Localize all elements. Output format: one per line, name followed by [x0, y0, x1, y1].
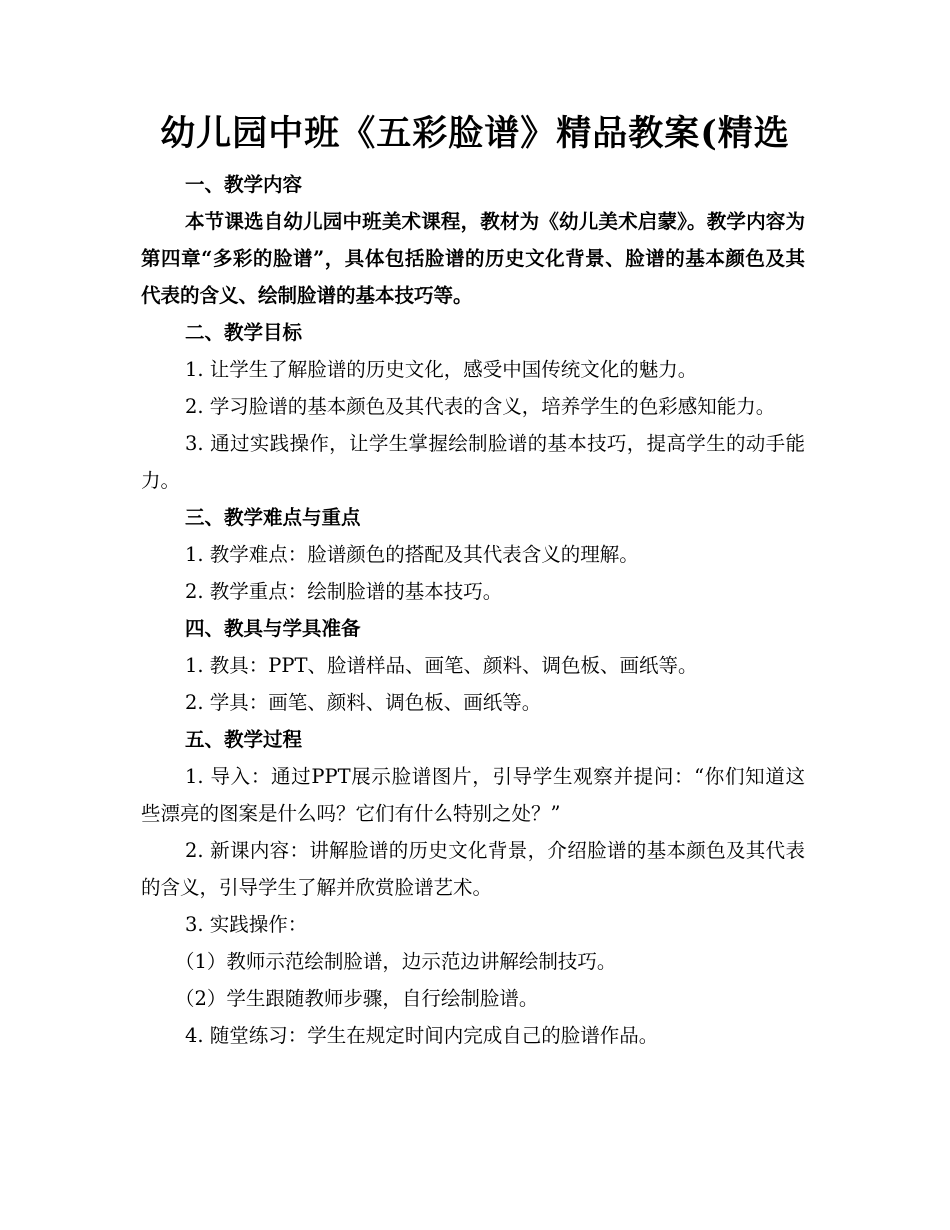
process-item-2: 2. 新课内容：讲解脸谱的历史文化背景，介绍脸谱的基本颜色及其代表的含义，引导学生了解并欣赏脸谱艺术。 [141, 839, 805, 899]
goal-item-2: 2. 学习脸谱的基本颜色及其代表的含义，培养学生的色彩感知能力。 [185, 395, 776, 418]
difficulty-item-2: 2. 教学重点：绘制脸谱的基本技巧。 [185, 580, 503, 603]
goal-item-3: 3. 通过实践操作，让学生掌握绘制脸谱的基本技巧，提高学生的动手能力。 [141, 432, 805, 492]
document-body [141, 166, 805, 1054]
process-item-1: 1. 导入：通过PPT展示脸谱图片，引导学生观察并提问：“你们知道这些漂亮的图案是什么吗？它们有什么特别之处？” [141, 765, 805, 825]
section-heading-process: 五、教学过程 [185, 728, 303, 751]
section-heading-materials: 四、教具与学具准备 [185, 617, 361, 640]
goal-item-1: 1. 让学生了解脸谱的历史文化，感受中国传统文化的魅力。 [185, 358, 698, 381]
section-heading-content: 一、教学内容 [185, 173, 303, 196]
process-subitem-1: （1）教师示范绘制脸谱，边示范边讲解绘制技巧。 [175, 950, 617, 973]
process-subitem-2: （2）学生跟随教师步骤，自行绘制脸谱。 [175, 987, 539, 1010]
document-title: 幼儿园中班《五彩脸谱》精品教案(精选 [160, 113, 790, 154]
materials-item-1: 1. 教具：PPT、脸谱样品、画笔、颜料、调色板、画纸等。 [185, 654, 698, 677]
difficulty-item-1: 1. 教学难点：脸谱颜色的搭配及其代表含义的理解。 [185, 543, 639, 566]
section-content-paragraph: 本节课选自幼儿园中班美术课程，教材为《幼儿美术启蒙》。教学内容为第四章“多彩的脸谱”，具体包括脸谱的历史文化背景、脸谱的基本颜色及其代表的含义、绘制脸谱的基本技巧等。 [141, 210, 805, 307]
section-heading-difficulties: 三、教学难点与重点 [185, 506, 361, 529]
process-item-3: 3. 实践操作： [185, 913, 308, 936]
materials-item-2: 2. 学具：画笔、颜料、调色板、画纸等。 [185, 691, 542, 714]
process-item-4: 4. 随堂练习：学生在规定时间内完成自己的脸谱作品。 [185, 1024, 659, 1047]
section-heading-goals: 二、教学目标 [185, 321, 303, 344]
